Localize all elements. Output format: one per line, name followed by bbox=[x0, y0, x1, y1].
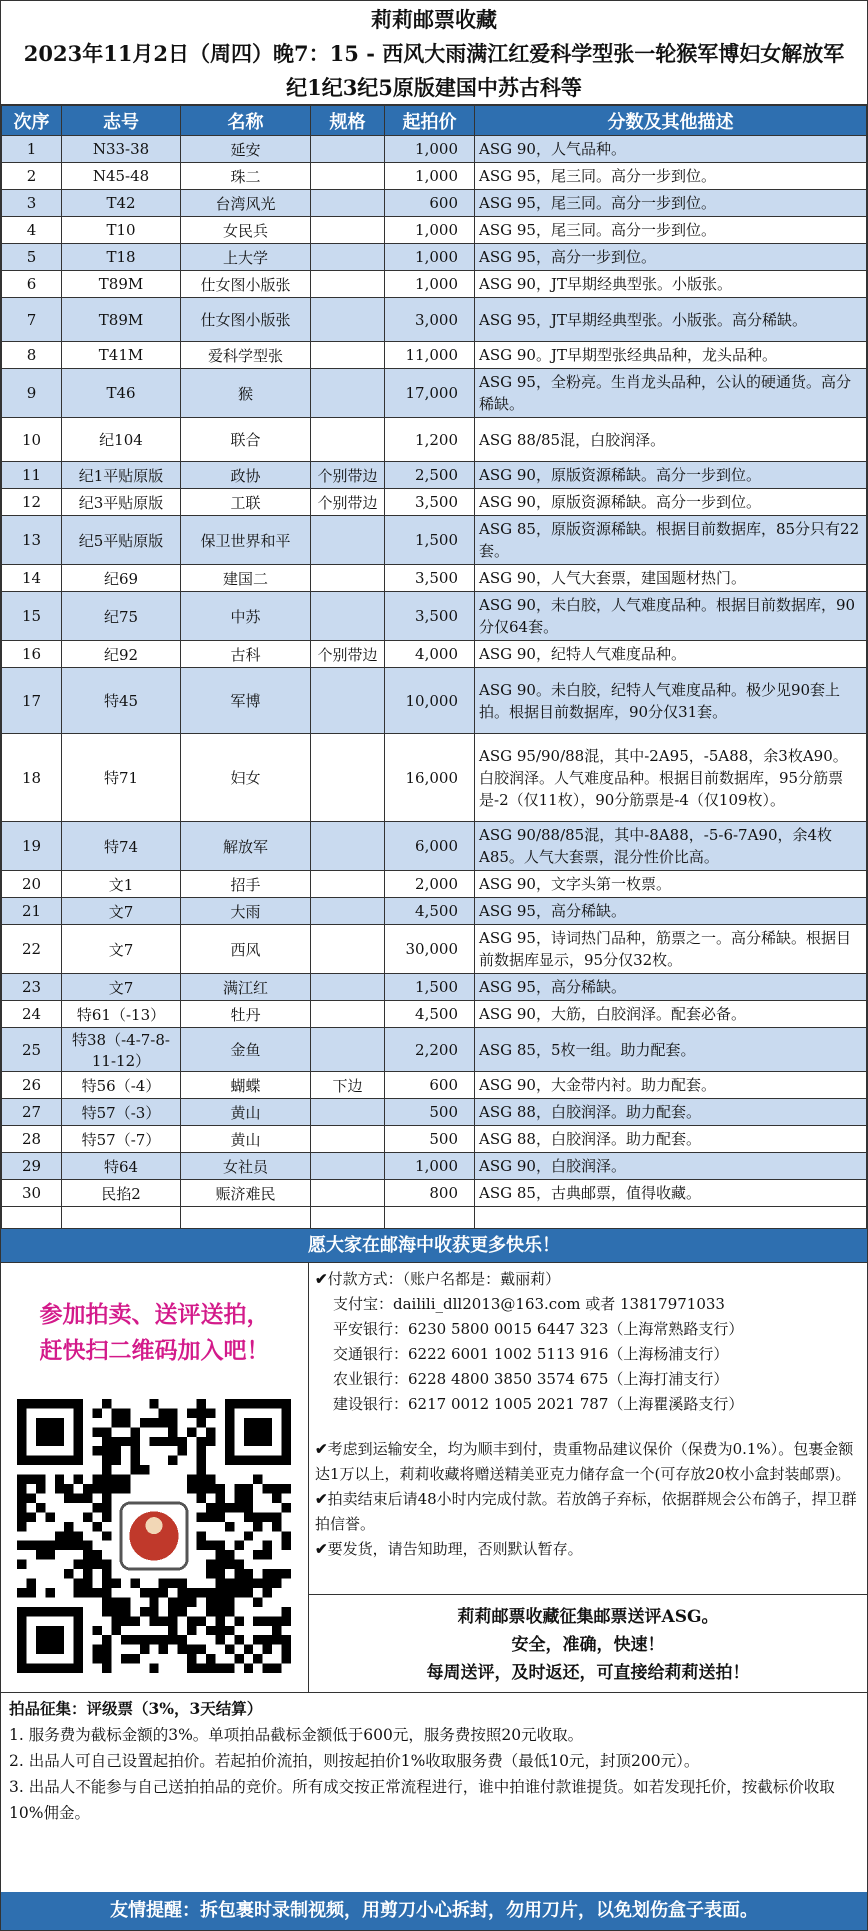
lot-spec bbox=[311, 271, 385, 298]
lot-name: 赈济难民 bbox=[181, 1180, 311, 1207]
shipping-note: 考虑到运输安全，均为顺丰到付，贵重物品建议保价（保费为0.1%）。包裹金额达1万以上，莉莉收藏将赠送精美亚克力储存盒一个(可存放20枚小盒封装邮票)。 bbox=[315, 1440, 854, 1483]
lot-spec bbox=[311, 565, 385, 592]
lot-code: 特57（-7） bbox=[62, 1126, 181, 1153]
lot-description: ASG 90，大金带内衬。助力配套。 bbox=[475, 1072, 867, 1099]
table-row bbox=[2, 565, 867, 592]
lot-number: 18 bbox=[2, 734, 62, 822]
lot-code: 民掐2 bbox=[62, 1180, 181, 1207]
table-row bbox=[2, 1207, 867, 1229]
payment-title: 付款方式：（账户名都是：戴丽莉） bbox=[327, 1270, 561, 1288]
lot-number: 4 bbox=[2, 217, 62, 244]
table-row bbox=[2, 1180, 867, 1207]
bank-account-bocom: 交通银行：6222 6001 1002 5113 916（上海杨浦支行） bbox=[333, 1345, 729, 1363]
lot-spec bbox=[311, 925, 385, 974]
lot-start-price: 1,000 bbox=[385, 163, 475, 190]
lot-start-price: 3,000 bbox=[385, 298, 475, 342]
lot-start-price: 2,000 bbox=[385, 871, 475, 898]
lot-spec: 个别带边 bbox=[311, 462, 385, 489]
lot-description: ASG 90，纪特人气难度品种。 bbox=[475, 641, 867, 668]
rule-item: 2. 出品人可自己设置起拍价。若起拍价流拍，则按起拍价1%收取服务费（最低10元，封顶200元）。 bbox=[9, 1752, 700, 1770]
lot-spec bbox=[311, 871, 385, 898]
lot-name: 西风 bbox=[181, 925, 311, 974]
payment-panel bbox=[309, 1263, 867, 1692]
lot-start-price: 4,500 bbox=[385, 898, 475, 925]
lot-number: 14 bbox=[2, 565, 62, 592]
footer-reminder: 友情提醒：拆包裹时录制视频，用剪刀小心拆封，勿用刀片，以免划伤盒子表面。 bbox=[1, 1892, 867, 1930]
lot-number: 17 bbox=[2, 668, 62, 734]
lot-spec bbox=[311, 1028, 385, 1072]
table-row bbox=[2, 462, 867, 489]
lot-name: 仕女图小版张 bbox=[181, 271, 311, 298]
lot-number: 2 bbox=[2, 163, 62, 190]
lot-spec bbox=[311, 1153, 385, 1180]
lot-name: 蝴蝶 bbox=[181, 1072, 311, 1099]
lot-description: ASG 95，高分稀缺。 bbox=[475, 974, 867, 1001]
table-row bbox=[2, 271, 867, 298]
lot-description: ASG 90，JT早期经典型张。小版张。 bbox=[475, 271, 867, 298]
lot-spec bbox=[311, 163, 385, 190]
lot-spec bbox=[311, 592, 385, 641]
lot-description: ASG 90，文字头第一枚票。 bbox=[475, 871, 867, 898]
lot-number: 1 bbox=[2, 136, 62, 163]
delivery-note: 要发货，请告知助理，否则默认暂存。 bbox=[327, 1540, 583, 1558]
table-row bbox=[2, 822, 867, 871]
lot-number: 24 bbox=[2, 1001, 62, 1028]
lot-code: 纪69 bbox=[62, 565, 181, 592]
lot-description: ASG 90。未白胶，纪特人气难度品种。极少见90套上拍。根据目前数据库，90分仅31套。 bbox=[475, 668, 867, 734]
col-header-name: 名称 bbox=[181, 106, 311, 136]
bank-account-pingan: 平安银行：6230 5800 0015 6447 323（上海常熟路支行） bbox=[333, 1320, 744, 1338]
slogan-line1: 莉莉邮票收藏征集邮票送评ASG。 bbox=[457, 1607, 719, 1627]
lot-number: 16 bbox=[2, 641, 62, 668]
promo-panel bbox=[1, 1263, 309, 1692]
lot-number: 28 bbox=[2, 1126, 62, 1153]
lot-code: T89M bbox=[62, 271, 181, 298]
payment-info bbox=[309, 1263, 867, 1594]
lot-number: 5 bbox=[2, 244, 62, 271]
lot-spec: 下边 bbox=[311, 1072, 385, 1099]
lot-name: 女民兵 bbox=[181, 217, 311, 244]
check-icon: ✔ bbox=[315, 1490, 328, 1508]
lot-spec bbox=[311, 190, 385, 217]
lot-spec bbox=[311, 898, 385, 925]
table-row bbox=[2, 136, 867, 163]
lot-start-price: 3,500 bbox=[385, 565, 475, 592]
col-header-order: 次序 bbox=[2, 106, 62, 136]
lot-code: 文7 bbox=[62, 974, 181, 1001]
lot-code: T10 bbox=[62, 217, 181, 244]
table-row bbox=[2, 974, 867, 1001]
lot-start-price: 16,000 bbox=[385, 734, 475, 822]
rules-heading: 拍品征集：评级票（3%，3天结算） bbox=[9, 1699, 263, 1718]
lot-description: ASG 90，大筋，白胶润泽。配套必备。 bbox=[475, 1001, 867, 1028]
lot-name: 中苏 bbox=[181, 592, 311, 641]
lot-code: 特56（-4） bbox=[62, 1072, 181, 1099]
lot-description: ASG 95，JT早期经典型张。小版张。高分稀缺。 bbox=[475, 298, 867, 342]
lot-code: 纪104 bbox=[62, 418, 181, 462]
lot-spec bbox=[311, 822, 385, 871]
lot-start-price: 2,200 bbox=[385, 1028, 475, 1072]
lot-code: 特71 bbox=[62, 734, 181, 822]
table-row bbox=[2, 1099, 867, 1126]
lot-spec bbox=[311, 668, 385, 734]
lot-start-price: 800 bbox=[385, 1180, 475, 1207]
lot-spec bbox=[311, 516, 385, 565]
lot-code: 纪1平贴原版 bbox=[62, 462, 181, 489]
lot-number: 8 bbox=[2, 342, 62, 369]
table-row bbox=[2, 668, 867, 734]
col-header-price: 起拍价 bbox=[385, 106, 475, 136]
lot-number: 20 bbox=[2, 871, 62, 898]
lot-number: 3 bbox=[2, 190, 62, 217]
lot-spec bbox=[311, 734, 385, 822]
lot-code: 纪3平贴原版 bbox=[62, 489, 181, 516]
lot-description: ASG 90，未白胶，人气难度品种。根据目前数据库，90分仅64套。 bbox=[475, 592, 867, 641]
lot-description: ASG 88，白胶润泽。助力配套。 bbox=[475, 1099, 867, 1126]
lot-spec bbox=[311, 1180, 385, 1207]
lot-name: 大雨 bbox=[181, 898, 311, 925]
lot-name: 金鱼 bbox=[181, 1028, 311, 1072]
lot-spec bbox=[311, 974, 385, 1001]
lot-name: 黄山 bbox=[181, 1099, 311, 1126]
lot-start-price: 6,000 bbox=[385, 822, 475, 871]
lot-spec: 个别带边 bbox=[311, 489, 385, 516]
lot-description: ASG 85，原版资源稀缺。根据目前数据库，85分只有22套。 bbox=[475, 516, 867, 565]
lot-name: 政协 bbox=[181, 462, 311, 489]
table-row bbox=[2, 734, 867, 822]
lot-number: 27 bbox=[2, 1099, 62, 1126]
lot-number: 22 bbox=[2, 925, 62, 974]
lot-start-price: 1,000 bbox=[385, 217, 475, 244]
col-header-desc: 分数及其他描述 bbox=[475, 106, 867, 136]
auction-subtitle-line2: 纪1纪3纪5原版建国中苏古科等 bbox=[286, 75, 582, 100]
lot-name: 招手 bbox=[181, 871, 311, 898]
lot-spec bbox=[311, 217, 385, 244]
lot-description: ASG 90，原版资源稀缺。高分一步到位。 bbox=[475, 462, 867, 489]
info-section bbox=[1, 1263, 867, 1693]
lot-number: 29 bbox=[2, 1153, 62, 1180]
lot-name: 满江红 bbox=[181, 974, 311, 1001]
lot-description: ASG 85，古典邮票，值得收藏。 bbox=[475, 1180, 867, 1207]
lot-start-price: 1,000 bbox=[385, 136, 475, 163]
lot-name: 爱科学型张 bbox=[181, 342, 311, 369]
lot-start-price: 3,500 bbox=[385, 592, 475, 641]
lot-start-price: 1,500 bbox=[385, 516, 475, 565]
lot-spec bbox=[311, 1126, 385, 1153]
lot-spec bbox=[311, 244, 385, 271]
lot-name: 妇女 bbox=[181, 734, 311, 822]
lot-description bbox=[475, 1207, 867, 1229]
lot-description: ASG 95，全粉亮。生肖龙头品种，公认的硬通货。高分稀缺。 bbox=[475, 369, 867, 418]
check-icon: ✔ bbox=[315, 1440, 328, 1458]
lot-start-price: 4,500 bbox=[385, 1001, 475, 1028]
table-row bbox=[2, 342, 867, 369]
table-row bbox=[2, 190, 867, 217]
table-row bbox=[2, 163, 867, 190]
lot-spec bbox=[311, 136, 385, 163]
promo-line1: 参加拍卖、送评送拍， bbox=[39, 1301, 270, 1328]
lot-number: 25 bbox=[2, 1028, 62, 1072]
table-row bbox=[2, 418, 867, 462]
lot-name: 上大学 bbox=[181, 244, 311, 271]
lot-number bbox=[2, 1207, 62, 1229]
consignment-rules bbox=[1, 1693, 867, 1879]
lot-start-price: 1,000 bbox=[385, 244, 475, 271]
lot-description: ASG 88/85混，白胶润泽。 bbox=[475, 418, 867, 462]
lot-name: 珠二 bbox=[181, 163, 311, 190]
lot-spec bbox=[311, 1099, 385, 1126]
rule-item: 3. 出品人不能参与自己送拍拍品的竞价。所有成交按正常流程进行，谁中拍谁付款谁提货。如若发现托价，按截标价收取10%佣金。 bbox=[9, 1778, 835, 1822]
table-row bbox=[2, 217, 867, 244]
lot-start-price: 1,000 bbox=[385, 271, 475, 298]
lot-code: 文1 bbox=[62, 871, 181, 898]
table-row bbox=[2, 244, 867, 271]
lot-start-price: 17,000 bbox=[385, 369, 475, 418]
table-row bbox=[2, 516, 867, 565]
lot-start-price: 600 bbox=[385, 190, 475, 217]
lot-code: 特57（-3） bbox=[62, 1099, 181, 1126]
lot-code: 纪75 bbox=[62, 592, 181, 641]
lot-description: ASG 90，白胶润泽。 bbox=[475, 1153, 867, 1180]
lot-code: N33-38 bbox=[62, 136, 181, 163]
lot-code: 纪5平贴原版 bbox=[62, 516, 181, 565]
alipay-account[interactable]: 支付宝：dailili_dll2013@163.com 或者 13817971033 bbox=[333, 1295, 725, 1313]
slogan-line3: 每周送评，及时返还，可直接给莉莉送拍！ bbox=[426, 1663, 750, 1683]
lot-number: 13 bbox=[2, 516, 62, 565]
lot-number: 30 bbox=[2, 1180, 62, 1207]
lot-number: 11 bbox=[2, 462, 62, 489]
col-header-spec: 规格 bbox=[311, 106, 385, 136]
lot-description: ASG 90，人气大套票，建国题材热门。 bbox=[475, 565, 867, 592]
lot-start-price: 600 bbox=[385, 1072, 475, 1099]
promo-text bbox=[1, 1297, 308, 1369]
table-row bbox=[2, 641, 867, 668]
lot-description: ASG 95，尾三同。高分一步到位。 bbox=[475, 217, 867, 244]
lot-name: 女社员 bbox=[181, 1153, 311, 1180]
lot-description: ASG 90，原版资源稀缺。高分一步到位。 bbox=[475, 489, 867, 516]
qr-code[interactable] bbox=[17, 1399, 291, 1673]
lot-number: 9 bbox=[2, 369, 62, 418]
lot-name: 建国二 bbox=[181, 565, 311, 592]
lot-number: 7 bbox=[2, 298, 62, 342]
lot-code: 纪92 bbox=[62, 641, 181, 668]
lot-spec: 个别带边 bbox=[311, 641, 385, 668]
check-icon: ✔ bbox=[315, 1270, 328, 1288]
lot-code: T18 bbox=[62, 244, 181, 271]
lot-number: 6 bbox=[2, 271, 62, 298]
table-row bbox=[2, 1072, 867, 1099]
lot-description: ASG 95，尾三同。高分一步到位。 bbox=[475, 163, 867, 190]
lot-number: 10 bbox=[2, 418, 62, 462]
lot-start-price: 30,000 bbox=[385, 925, 475, 974]
rule-item: 1. 服务费为截标金额的3%。单项拍品截标金额低于600元，服务费按照20元收取。 bbox=[9, 1726, 584, 1744]
lot-description: ASG 85，5枚一组。助力配套。 bbox=[475, 1028, 867, 1072]
lot-description: ASG 95，诗词热门品种，筋票之一。高分稀缺。根据目前数据库显示，95分仅32枚。 bbox=[475, 925, 867, 974]
lot-start-price: 500 bbox=[385, 1126, 475, 1153]
lot-code: 特61（-13） bbox=[62, 1001, 181, 1028]
lot-name: 工联 bbox=[181, 489, 311, 516]
lot-spec bbox=[311, 298, 385, 342]
table-row bbox=[2, 1126, 867, 1153]
lot-description: ASG 95/90/88混，其中-2A95，-5A88，余3枚A90。白胶润泽。人气难度品种。根据目前数据库，95分筋票是-2（仅11枚），90分筋票是-4（仅109枚）。 bbox=[475, 734, 867, 822]
lot-name bbox=[181, 1207, 311, 1229]
shop-name: 莉莉邮票收藏 bbox=[371, 7, 497, 32]
lot-name: 仕女图小版张 bbox=[181, 298, 311, 342]
lot-code: 特64 bbox=[62, 1153, 181, 1180]
lot-spec bbox=[311, 1001, 385, 1028]
lot-spec bbox=[311, 418, 385, 462]
page-header bbox=[1, 1, 867, 105]
lot-number: 26 bbox=[2, 1072, 62, 1099]
lot-name: 军博 bbox=[181, 668, 311, 734]
lot-name: 延安 bbox=[181, 136, 311, 163]
lot-number: 15 bbox=[2, 592, 62, 641]
bank-account-ccb: 建设银行：6217 0012 1005 2021 787（上海瞿溪路支行） bbox=[333, 1395, 744, 1413]
col-header-code: 志号 bbox=[62, 106, 181, 136]
lot-code: 特74 bbox=[62, 822, 181, 871]
table-row bbox=[2, 871, 867, 898]
check-icon: ✔ bbox=[315, 1540, 328, 1558]
lot-name: 保卫世界和平 bbox=[181, 516, 311, 565]
table-row bbox=[2, 489, 867, 516]
grading-slogan bbox=[309, 1594, 867, 1692]
lots-body bbox=[2, 136, 867, 1229]
lot-start-price: 11,000 bbox=[385, 342, 475, 369]
lot-number: 23 bbox=[2, 974, 62, 1001]
lot-code: T46 bbox=[62, 369, 181, 418]
lot-description: ASG 95，尾三同。高分一步到位。 bbox=[475, 190, 867, 217]
lot-start-price: 1,000 bbox=[385, 1153, 475, 1180]
bank-account-abc: 农业银行：6228 4800 3850 3574 675（上海打浦支行） bbox=[333, 1370, 729, 1388]
lot-code: T41M bbox=[62, 342, 181, 369]
promo-line2: 赶快扫二维码加入吧！ bbox=[39, 1337, 270, 1364]
lot-code: 特45 bbox=[62, 668, 181, 734]
lot-description: ASG 95，高分一步到位。 bbox=[475, 244, 867, 271]
table-row bbox=[2, 369, 867, 418]
lot-description: ASG 90。JT早期型张经典品种，龙头品种。 bbox=[475, 342, 867, 369]
lot-code bbox=[62, 1207, 181, 1229]
table-row bbox=[2, 592, 867, 641]
lots-table bbox=[1, 105, 867, 1229]
table-row bbox=[2, 1001, 867, 1028]
lot-description: ASG 90，人气品种。 bbox=[475, 136, 867, 163]
lot-name: 牡丹 bbox=[181, 1001, 311, 1028]
slogan-line2: 安全，准确，快速！ bbox=[511, 1635, 665, 1655]
lot-number: 21 bbox=[2, 898, 62, 925]
lot-name: 联合 bbox=[181, 418, 311, 462]
lot-code: N45-48 bbox=[62, 163, 181, 190]
lot-start-price: 1,500 bbox=[385, 974, 475, 1001]
lot-start-price: 4,000 bbox=[385, 641, 475, 668]
lot-code: T89M bbox=[62, 298, 181, 342]
table-row bbox=[2, 898, 867, 925]
lot-start-price: 1,200 bbox=[385, 418, 475, 462]
lot-name: 黄山 bbox=[181, 1126, 311, 1153]
lot-spec bbox=[311, 1207, 385, 1229]
lot-number: 12 bbox=[2, 489, 62, 516]
lot-start-price: 3,500 bbox=[385, 489, 475, 516]
lot-start-price bbox=[385, 1207, 475, 1229]
lot-name: 古科 bbox=[181, 641, 311, 668]
lot-name: 猴 bbox=[181, 369, 311, 418]
lot-code: 文7 bbox=[62, 925, 181, 974]
payment-deadline-note: 拍卖结束后请48小时内完成付款。若放鸽子弃标，依据群规会公布鸽子，捍卫群拍信誉。 bbox=[315, 1490, 857, 1533]
lot-start-price: 10,000 bbox=[385, 668, 475, 734]
lot-spec bbox=[311, 342, 385, 369]
lot-description: ASG 95，高分稀缺。 bbox=[475, 898, 867, 925]
lot-number: 19 bbox=[2, 822, 62, 871]
lot-description: ASG 90/88/85混，其中-8A88，-5-6-7A90，余4枚A85。人气大套票，混分性价比高。 bbox=[475, 822, 867, 871]
lot-start-price: 500 bbox=[385, 1099, 475, 1126]
lot-start-price: 2,500 bbox=[385, 462, 475, 489]
lot-code: 特38（-4-7-8-11-12） bbox=[62, 1028, 181, 1072]
auction-subtitle-line1: 2023年11月2日（周四）晚7：15 - 西风大雨满江红爱科学型张一轮猴军博妇女解放军 bbox=[23, 41, 845, 66]
table-row bbox=[2, 1028, 867, 1072]
table-row bbox=[2, 298, 867, 342]
lot-code: 文7 bbox=[62, 898, 181, 925]
lot-code: T42 bbox=[62, 190, 181, 217]
greeting-banner: 愿大家在邮海中收获更多快乐！ bbox=[1, 1229, 867, 1263]
lot-name: 台湾风光 bbox=[181, 190, 311, 217]
table-row bbox=[2, 925, 867, 974]
lot-description: ASG 88，白胶润泽。助力配套。 bbox=[475, 1126, 867, 1153]
table-row bbox=[2, 1153, 867, 1180]
table-header-row bbox=[2, 106, 867, 136]
lot-spec bbox=[311, 369, 385, 418]
lot-name: 解放军 bbox=[181, 822, 311, 871]
